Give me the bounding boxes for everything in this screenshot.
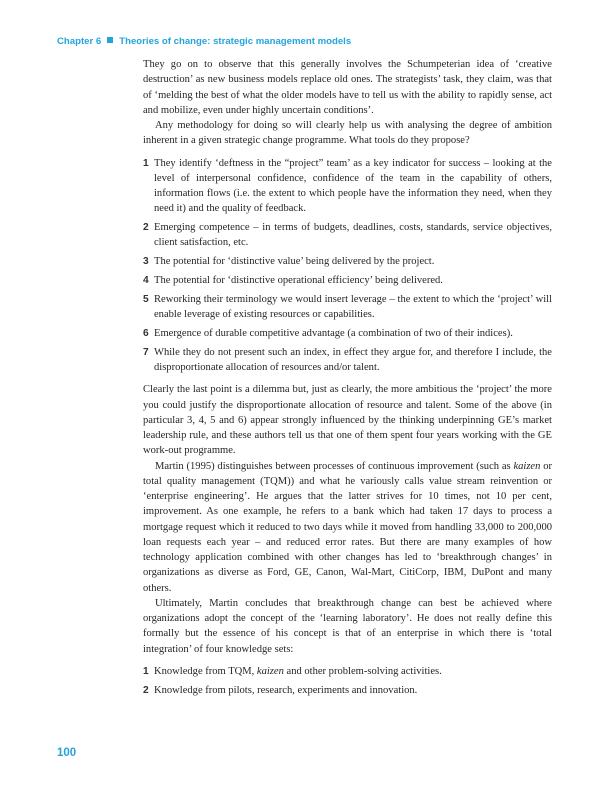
emphasis: kaizen (513, 460, 541, 472)
running-header (57, 36, 351, 47)
paragraph (143, 459, 552, 596)
list-number: 6 (143, 327, 149, 339)
list-number: 4 (143, 275, 149, 287)
list-item-text: The potential for ‘distinctive value’ being delivered by the project. (154, 256, 435, 268)
list-item (143, 254, 552, 269)
list-number: 7 (143, 346, 149, 358)
paragraph-text: or total quality management (TQM)) and what he variously calls value stream reinvention or ‘enterprise engineering’. He argues that the latter strives for 10 times, not 10 per cent, improvement. As one example, he refers to a bank which had taken 17 days to process a mortgage request which it reduced to two days while it moved from handling 33,000 to 200,000 loan requests each year – and reduced error rates. But there are many examples of how technology application combined with other changes has led to ‘breakthrough changes’ in organizations as diverse as Ford, GE, Canon, Wal-Mart, CitiCorp, IBM, DuPont and many others. (143, 460, 552, 594)
paragraph: Ultimately, Martin concludes that breakthrough change can best be achieved where organizations adopt the concept of the ‘learning laboratory’. He does not really define this formally but the essence of his concept is that of an enterprise in which there is ‘total integration’ of four knowledge sets: (143, 597, 552, 655)
list-item (143, 326, 552, 341)
paragraph: Clearly the last point is a dilemma but, just as clearly, the more ambitious the ‘project’ the more you could justify the disproportionate allocation of resource and talent. Some of the above (in particular 3, 4, 5 and 6) appear strongly influenced by the thinking underpinning GE’s market leadership rule, and these authors tell us that one of them spent four years working with the GE work-out programme. (143, 384, 552, 457)
list-item-text: Knowledge from TQM, (154, 665, 257, 677)
numbered-list (143, 156, 552, 376)
list-item-text: Emergence of durable competitive advantage (a combination of two of their indices). (154, 327, 513, 339)
list-number: 1 (143, 157, 149, 169)
list-item (143, 292, 552, 323)
list-number: 1 (143, 665, 149, 677)
list-item-text: The potential for ‘distinctive operational efficiency’ being delivered. (154, 275, 443, 287)
emphasis: kaizen (256, 665, 284, 677)
list-item-text: Reworking their terminology we would insert leverage – the extent to which the ‘project’ will enable leverage of existing resources or capabilities. (154, 293, 552, 321)
list-item (143, 220, 552, 251)
list-item (143, 345, 552, 376)
list-item-text: Knowledge from pilots, research, experiments and innovation. (154, 684, 418, 696)
list-item-text: While they do not present such an index, in effect they argue for, and therefore I include, the disproportionate allocation of resources and/or talent. (154, 346, 552, 374)
separator-square-icon (107, 37, 113, 43)
body-text (143, 57, 552, 705)
chapter-label: Chapter 6 (57, 36, 102, 47)
list-item-text: Emerging competence – in terms of budgets, deadlines, costs, standards, service objectives, client satisfaction, etc. (154, 222, 552, 249)
paragraph-text: Martin (1995) distinguishes between processes of continuous improvement (such as (155, 460, 514, 472)
list-item (143, 156, 552, 217)
list-number: 2 (143, 222, 149, 234)
list-item (143, 664, 552, 679)
paragraph: They go on to observe that this generally involves the Schumpeterian idea of ‘creative destruction’ as new business models replace old ones. The strategists’ task, they claim, was that of ‘melding the best of what the older models have to tell us with the ability to rapidly sense, act and mobilize, even under highly uncertain conditions’. (143, 59, 552, 116)
list-number: 2 (143, 684, 149, 696)
list-item (143, 683, 552, 698)
page-number: 100 (57, 747, 77, 759)
list-number: 3 (143, 256, 149, 268)
list-item-text: and other problem-solving activities. (283, 665, 442, 677)
list-number: 5 (143, 293, 149, 305)
list-item-text: They identify ‘deftness in the “project” team’ as a key indicator for success – looking at the level of interpersonal confidence, confidence of the team in the capability of others, information flows (i.e. the extent to which people have the information they need, when they need it) and the quality of feedback. (154, 157, 552, 215)
paragraph: Any methodology for doing so will clearly help us with analysing the degree of ambition inherent in a given strategic change programme. What tools do they propose? (143, 120, 552, 147)
chapter-title: Theories of change: strategic management models (119, 36, 352, 47)
list-item (143, 273, 552, 288)
numbered-list (143, 664, 552, 698)
